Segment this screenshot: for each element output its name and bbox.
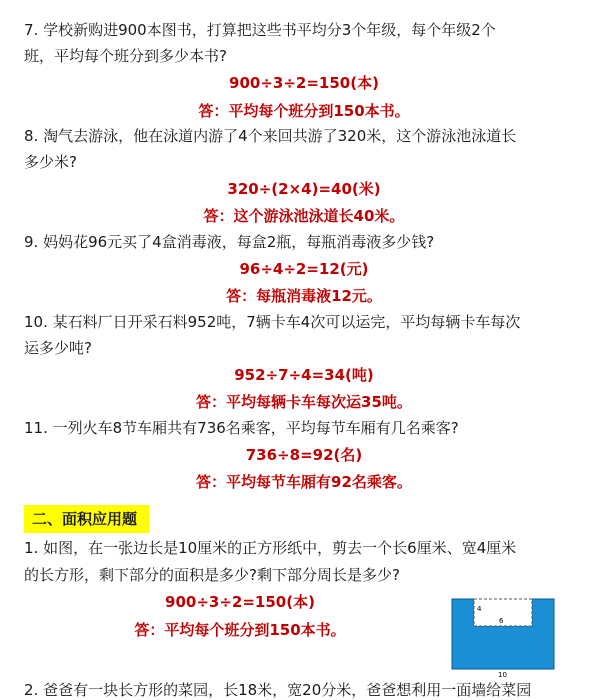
label-length: 6: [499, 617, 504, 625]
problem-10-text-line2: 运多少吨?: [24, 339, 92, 357]
problem-9-answer: 答：每瓶消毒液12元。: [226, 287, 382, 305]
label-side: 10: [498, 671, 507, 678]
problem-7-text-line2: 班，平均每个班分到多少本书?: [24, 47, 227, 65]
problem-9-text: 9. 妈妈花96元买了4盒消毒液，每盒2瓶，每瓶消毒液多少钱?: [24, 233, 435, 251]
problem-10-text-line1: 10. 某石料厂日开采石料952吨，7辆卡车4次可以运完，平均每辆卡车每次: [24, 313, 521, 331]
problem-7-answer: 答：平均每个班分到150本书。: [198, 102, 410, 120]
area-problem-1-answer: 答：平均每个班分到150本书。: [134, 621, 346, 639]
problem-7-formula: 900÷3÷2=150(本): [229, 74, 379, 92]
problem-9-formula: 96÷4÷2=12(元): [239, 260, 369, 278]
problem-11-text: 11. 一列火车8节车厢共有736名乘客，平均每节车厢有几名乘客?: [24, 419, 459, 437]
problem-7-text-line1: 7. 学校新购进900本图书，打算把这些书平均分3个年级，每个年级2个: [24, 21, 496, 39]
area-problem-1-text-line2: 的长方形，剩下部分的面积是多少?剩下部分周长是多少?: [24, 566, 400, 584]
area-problem-1-text-line1: 1. 如图，在一张边长是10厘米的正方形纸中，剪去一个长6厘米、宽4厘米: [24, 539, 517, 557]
label-width: 4: [477, 605, 482, 613]
next-problem-partial: 2. 爸爸有一块长方形的菜园，长18米，宽20分米，爸爸想利用一面墙给菜园: [24, 681, 532, 699]
problem-10-formula: 952÷7÷4=34(吨): [234, 366, 374, 384]
problem-8-text-line2: 多少米?: [24, 153, 77, 171]
area-problem-1-formula: 900÷3÷2=150(本): [165, 593, 315, 611]
problem-11-formula: 736÷8=92(名): [245, 446, 363, 464]
problem-11-answer: 答：平均每节车厢有92名乘客。: [196, 473, 412, 491]
cut-square-figure: [451, 598, 557, 678]
section-heading: 二、面积应用题: [24, 505, 149, 533]
problem-10-answer: 答：平均每辆卡车每次运35吨。: [196, 393, 412, 411]
problem-8-text-line1: 8. 淘气去游泳，他在泳道内游了4个来回共游了320米，这个游泳池泳道长: [24, 127, 517, 145]
problem-8-answer: 答：这个游泳池泳道长40米。: [203, 207, 405, 225]
problem-8-formula: 320÷(2×4)=40(米): [227, 180, 381, 198]
